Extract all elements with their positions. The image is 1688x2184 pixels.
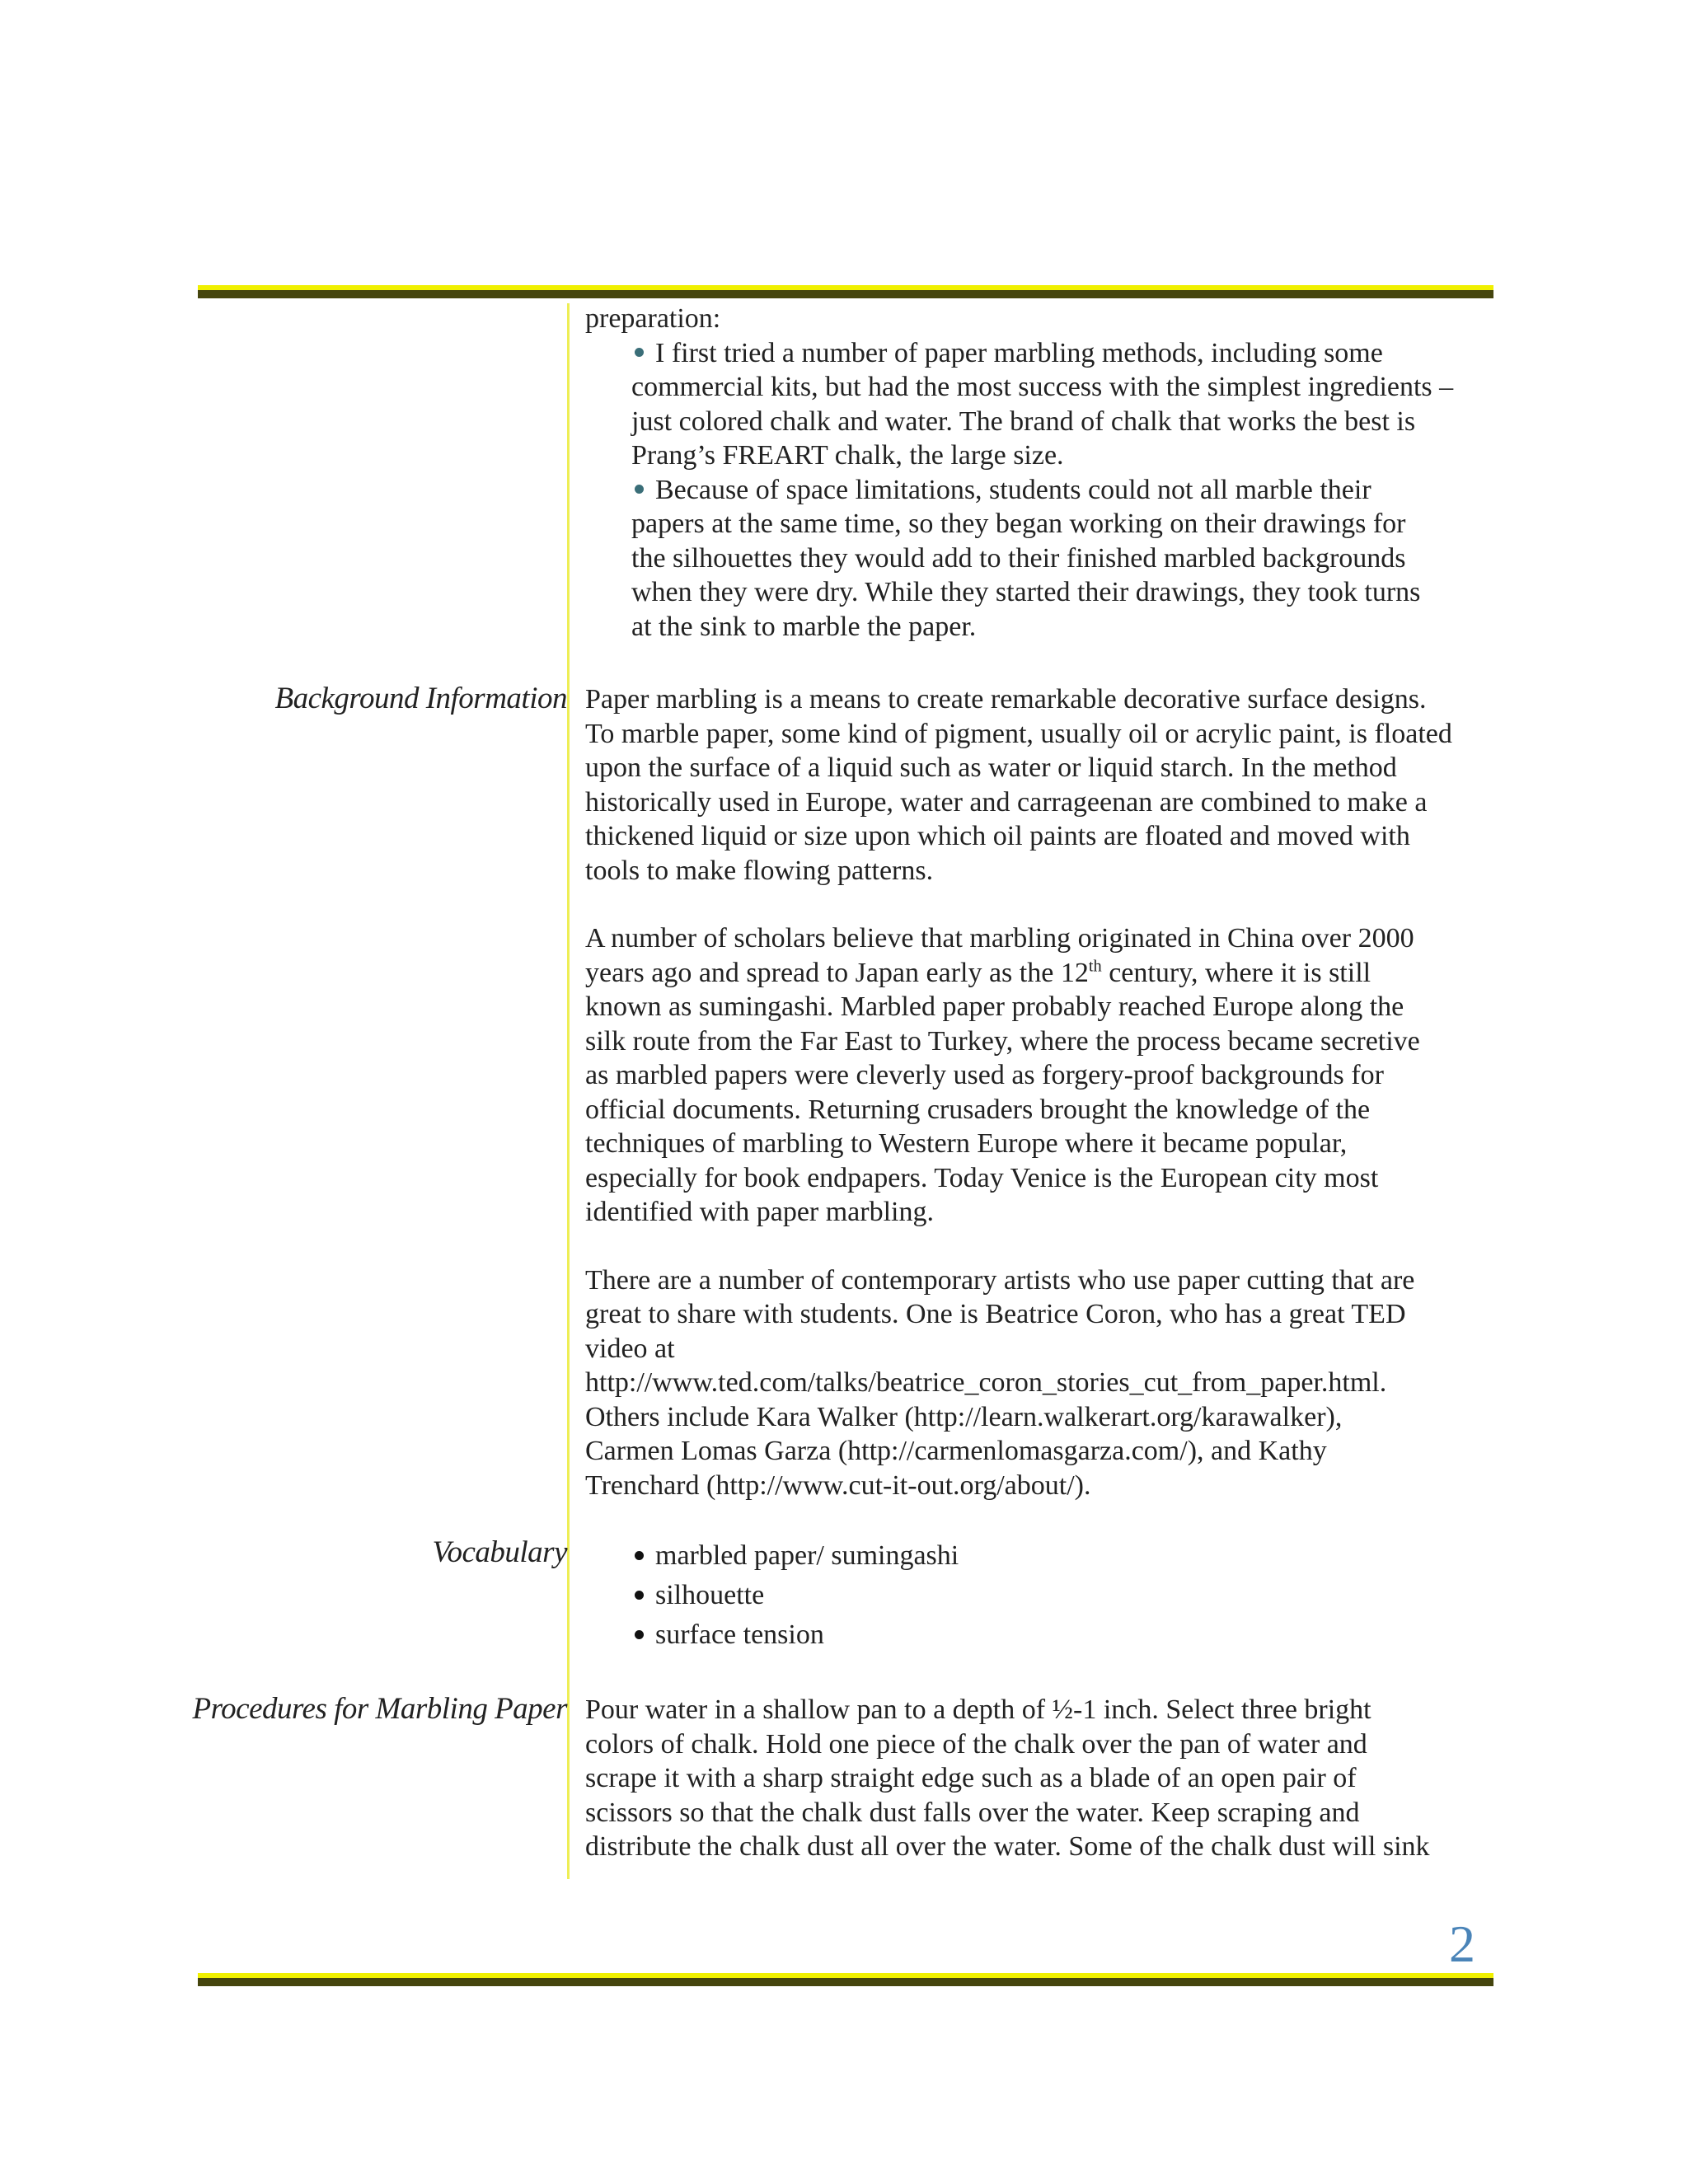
continuation-lead: preparation:: [585, 303, 721, 334]
section-label-background: Background Information: [274, 682, 567, 715]
list-item: marbled paper/ sumingashi: [631, 1536, 1493, 1576]
header-rule: [198, 285, 1493, 298]
procedures-section: [585, 1693, 1493, 1864]
footer-rule: [198, 1973, 1493, 1986]
list-item: silhouette: [631, 1576, 1493, 1615]
list-item: surface tension: [631, 1615, 1493, 1655]
section-label-vocabulary: Vocabulary: [432, 1535, 567, 1569]
background-paragraph: Paper marbling is a means to create remarkable decorative surface designs. To marble paper, some kind of pigment, usually oil or acrylic paint, is floated upon the surface of a liquid such as water or liquid starch. In the method historically used in Europe, water and carrageenan are combined to make a thickened liquid or size upon which oil paints are floated and moved with tools to make flowing patterns.: [585, 684, 1452, 886]
background-paragraph: There are a number of contemporary artists who use paper cutting that are great to share with students. One is Beatrice Coron, who has a great TED video at http://www.ted.com/talks/beatrice_coron_stories_cut_from_paper.html. Others include Kara Walker (http://learn.walkerart.org/karawalker), Carmen Lomas Garza (http://carmenlomasgarza.com/), and Kathy Trenchard (http://www.cut-it-out.org/about/).: [585, 1264, 1415, 1501]
bullet-icon: [635, 485, 644, 494]
bullet-icon: [635, 1551, 644, 1560]
column-divider: [567, 303, 570, 1879]
list-item: Because of space limitations, students could not all marble their papers at the same time, so they began working on their drawings for the silhouettes they would add to their finished marbled backgrounds when they were dry. While they started their drawings, they took turns at the sink to marble the paper.: [631, 474, 1421, 642]
bullet-icon: [635, 1630, 644, 1639]
procedures-paragraph: Pour water in a shallow pan to a depth of ½-1 inch. Select three bright colors of chalk. Hold one piece of the chalk over the pan of water and scrape it with a sharp straight edge such as a blade of an open pair of scissors so that the chalk dust falls over the water. Keep scraping and distribute the chalk dust all over the water. Some of the chalk dust will sink: [585, 1694, 1430, 1862]
vocabulary-section: [585, 1536, 1493, 1655]
continuation-section: [585, 302, 1493, 644]
bullet-icon: [635, 348, 644, 357]
bullet-icon: [635, 1591, 644, 1600]
background-section: [585, 682, 1493, 1502]
page-number: 2: [1449, 1915, 1475, 1973]
background-paragraph: A number of scholars believe that marbling originated in China over 2000 years ago and spread to Japan early as the 12th century, where it is still known as sumingashi. Marbled paper probably reached Europe along the silk route from the Far East to Turkey, where the process became secretive as marbled papers were cleverly used as forgery-proof backgrounds for official documents. Returning crusaders brought the knowledge of the techniques of marbling to Western Europe where it became popular, especially for book endpapers. Today Venice is the European city most identified with paper marbling.: [585, 923, 1420, 1227]
section-label-procedures: Procedures for Marbling Paper: [192, 1692, 567, 1726]
list-item: I first tried a number of paper marbling methods, including some commercial kits, but had the most success with the simplest ingredients – just colored chalk and water. The brand of chalk that works the best is Prang’s FREART chalk, the large size.: [631, 337, 1454, 471]
